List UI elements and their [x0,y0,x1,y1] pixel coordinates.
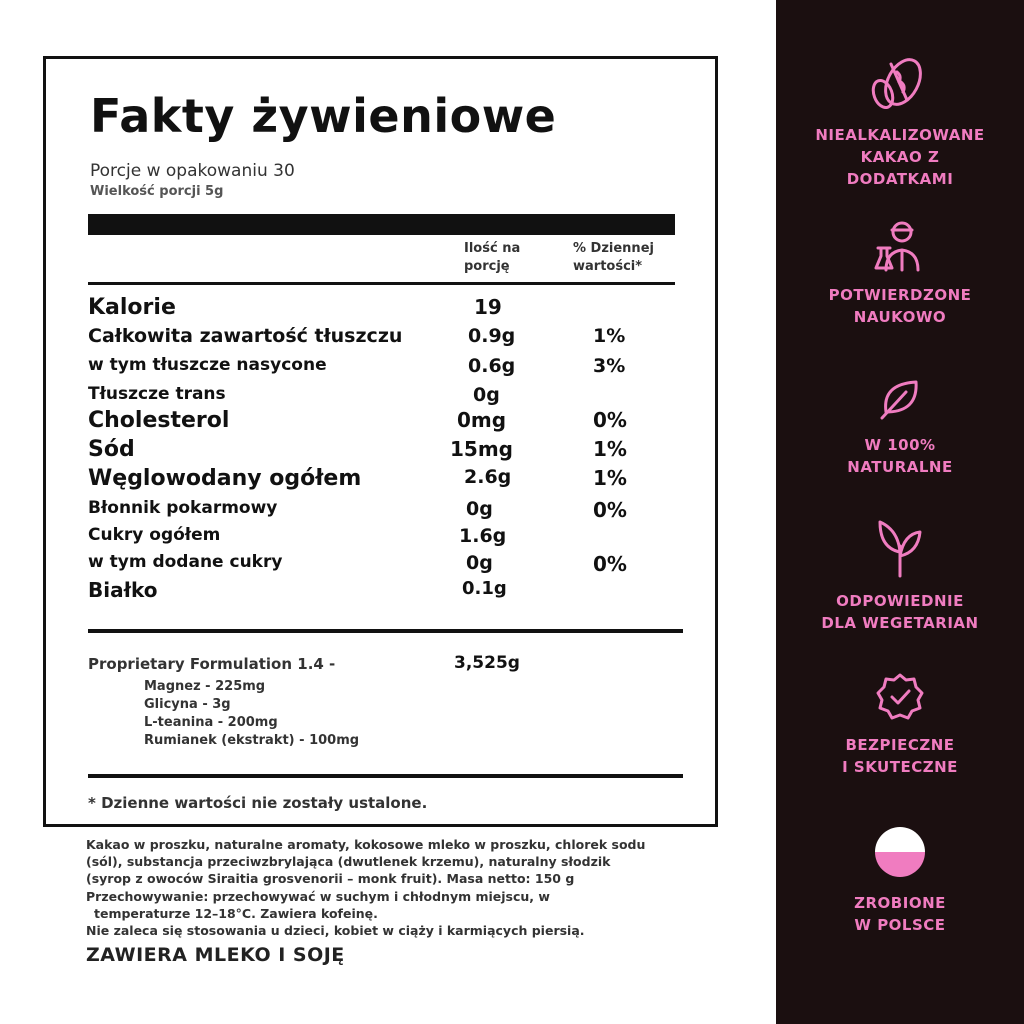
formulation-ingredient: Rumianek (ekstrakt) - 100mg [144,733,360,748]
nutrient-dv: 0% [593,498,627,522]
badge-text: ODPOWIEDNIE DLA WEGETARIAN [821,592,979,632]
badge-text: ZROBIONE W POLSCE [854,894,946,934]
badge-natural [776,374,1024,478]
formulation-ingredient: L-teanina - 200mg [144,715,278,730]
badge-cocoa [776,54,1024,190]
nutrient-amount: 15mg [450,437,513,461]
label-title: Fakty żywieniowe [90,89,557,143]
nutrient-name: Całkowita zawartość tłuszczu [88,325,403,347]
ingredients-text: Kakao w proszku, naturalne aromaty, kokosowe mleko w proszku, chlorek sodu (sól), substancja przeciwzbrylająca (dwutlenek krzemu), naturalny słodzik (syrop z owoców Siraitia grosvenorii – monk fruit). Masa netto: 150 g Przechowywanie: przechowywać w suchym i chłodnym miejscu, w temperaturze 12–18°C. Zawiera kofeinę. Nie zaleca się stosowania u dzieci, kobiet w ciąży i karmiących piersią. [86,837,646,939]
nutrient-name: Tłuszcze trans [88,384,226,404]
nutrition-facts-label [43,56,718,827]
nutrient-name: Sód [88,437,135,462]
nutrient-amount: 0.9g [468,325,516,347]
badge-science [776,218,1024,328]
servings-per-container: Porcje w opakowaniu 30 [90,161,295,181]
nutrients-divider [88,629,683,633]
daily-value-column-header: % Dziennej wartości* [573,241,654,274]
nutrient-dv: 1% [593,466,627,490]
benefits-panel [776,0,1024,1024]
daily-value-footnote: * Dzienne wartości nie zostały ustalone. [88,794,428,812]
nutrient-amount: 0g [466,552,493,574]
badge-poland [776,826,1024,936]
cocoa-pod-icon [867,54,933,112]
sprout-icon [876,516,924,578]
proprietary-formulation: Proprietary Formulation 1.4 - [88,655,336,673]
nutrient-name: Cukry ogółem [88,525,221,545]
amount-column-header: Ilość na porcję [464,241,521,274]
nutrient-amount: 0g [466,498,493,520]
poland-flag-icon [874,826,926,878]
badge-text: POTWIERDZONE NAUKOWO [828,286,972,326]
nutrient-name: w tym tłuszcze nasycone [88,355,327,375]
thick-divider [88,214,675,235]
badge-vegetarian [776,516,1024,634]
footnote-divider [88,774,683,778]
proprietary-amount: 3,525g [454,653,520,673]
nutrient-name: Cholesterol [88,408,230,433]
badge-safe [776,672,1024,778]
nutrient-amount: 0.6g [468,355,516,377]
scientist-icon [870,218,930,272]
nutrient-amount: 0mg [457,408,507,432]
nutrient-dv: 1% [593,437,627,461]
formulation-ingredient: Glicyna - 3g [144,697,231,712]
leaf-icon [876,374,924,422]
nutrient-amount: 0.1g [462,578,507,599]
header-divider [88,282,675,285]
nutrient-name: Białko [88,578,158,602]
allergen-warning: ZAWIERA MLEKO I SOJĘ [86,944,345,966]
serving-size: Wielkość porcji 5g [90,184,224,199]
nutrient-dv: 0% [593,552,627,576]
nutrient-name: Węglowodany ogółem [88,466,362,491]
nutrient-dv: 0% [593,408,627,432]
nutrient-amount: 19 [474,295,502,319]
nutrient-amount: 1.6g [459,525,507,547]
nutrient-amount: 0g [473,384,500,406]
nutrient-name: Kalorie [88,295,176,320]
nutrient-dv: 3% [593,355,626,377]
formulation-ingredient: Magnez - 225mg [144,679,266,694]
nutrient-amount: 2.6g [464,466,512,488]
badge-text: NIEALKALIZOWANE KAKAO Z DODATKAMI [815,126,985,188]
nutrient-dv: 1% [593,325,626,347]
badge-text: BEZPIECZNE I SKUTECZNE [842,736,958,776]
nutrient-name: Błonnik pokarmowy [88,498,278,518]
check-badge-icon [875,672,925,722]
nutrient-name: w tym dodane cukry [88,552,283,572]
badge-text: W 100% NATURALNE [847,436,953,476]
